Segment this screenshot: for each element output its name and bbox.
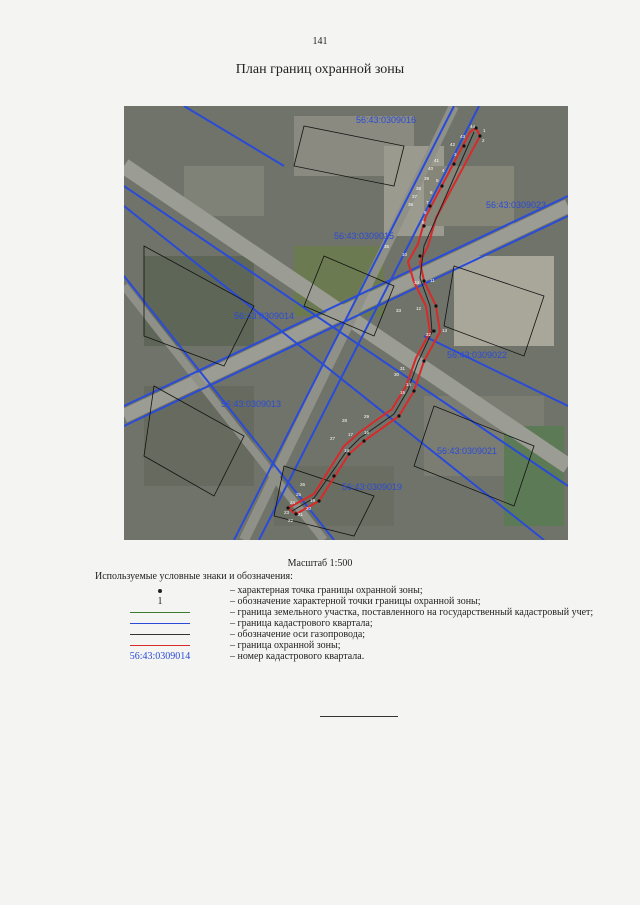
point-label: 17 (348, 432, 354, 437)
legend-item-land-plot (90, 607, 600, 618)
point-label: 34 (414, 280, 420, 285)
footer-divider (320, 716, 398, 717)
blue-line-symbol (90, 618, 230, 629)
legend-description: – номер кадастрового квартала. (230, 651, 365, 662)
point-label: 42 (450, 142, 456, 147)
point-label: 26 (300, 482, 306, 487)
point-label: 31 (400, 366, 406, 371)
kvartal-label: 56:43:0309022 (447, 350, 508, 360)
point-label: 20 (306, 506, 312, 511)
point-label: 36 (408, 202, 414, 207)
page-title: План границ охранной зоны (235, 62, 405, 77)
kvartal-number-sample: 56:43:0309014 (129, 651, 191, 662)
point-label: 18 (344, 448, 350, 453)
point-label: 25 (296, 492, 302, 497)
kvartal-label: 56:43:0309015 (334, 231, 395, 241)
legend-item-kvartal-border (90, 618, 600, 629)
point-label: 10 (402, 252, 408, 257)
legend-description: – граница земельного участка, поставленного на государственный кадастровый учет; (230, 607, 594, 618)
legend (90, 585, 600, 662)
legend-item-kvartal-number (90, 651, 600, 662)
point-dot-symbol (90, 585, 230, 596)
point-label: 43 (460, 134, 466, 139)
point-label: 7 (426, 200, 429, 205)
legend-description: – граница кадастрового квартала; (230, 618, 373, 629)
kvartal-number-symbol (90, 651, 230, 662)
legend-description: – граница охранной зоны; (230, 640, 341, 651)
point-label: 38 (416, 186, 422, 191)
kvartal-label: 56:43:0309014 (234, 311, 295, 321)
point-number-sample: 1 (157, 596, 163, 607)
point-label: 12 (416, 306, 422, 311)
map-scale: Масштаб 1:500 (287, 558, 353, 569)
point-label: 16 (364, 430, 370, 435)
legend-item-point (90, 585, 600, 596)
point-label: 40 (428, 166, 434, 171)
point-label: 22 (288, 518, 294, 523)
point-label: 11 (430, 278, 435, 283)
point-label: 41 (434, 158, 440, 163)
kvartal-label: 56:43:0309023 (486, 200, 547, 210)
point-label: 23 (284, 510, 290, 515)
point-label: 44 (470, 124, 476, 129)
kvartal-label: 56:43:0309019 (342, 482, 403, 492)
point-label: 4 (442, 168, 445, 173)
red-line-symbol (90, 640, 230, 651)
legend-description: – обозначение характерной точки границы охранной зоны; (230, 596, 481, 607)
dark-line-symbol (90, 629, 230, 640)
point-label: 15 (400, 390, 406, 395)
point-label: 19 (310, 498, 316, 503)
point-label: 33 (396, 308, 402, 313)
point-label: 1 (483, 128, 486, 133)
kvartal-label: 56:43:0309013 (221, 399, 282, 409)
legend-item-gas-axis (90, 629, 600, 640)
point-label: 13 (442, 328, 448, 333)
point-label: 6 (430, 190, 433, 195)
map-canvas (124, 106, 568, 540)
legend-intro: Используемые условные знаки и обозначения: (95, 571, 293, 582)
legend-description: – характерная точка границы охранной зоны; (230, 585, 423, 596)
legend-description: – обозначение оси газопровода; (230, 629, 366, 640)
point-number-symbol (90, 596, 230, 607)
point-label: 29 (364, 414, 370, 419)
point-label: 32 (426, 332, 432, 337)
point-label: 28 (342, 418, 348, 423)
kvartal-label: 56:43:0309016 (356, 115, 417, 125)
point-label: 9 (422, 220, 425, 225)
satellite-map (124, 106, 568, 540)
point-label: 35 (384, 244, 390, 249)
page-number: 141 (312, 36, 328, 47)
point-label: 21 (298, 512, 304, 517)
point-label: 27 (330, 436, 336, 441)
green-line-symbol (90, 607, 230, 618)
point-label: 2 (482, 138, 485, 143)
point-label: 24 (290, 500, 296, 505)
point-label: 5 (436, 178, 439, 183)
point-label: 3 (454, 152, 457, 157)
point-label: 37 (412, 194, 418, 199)
point-label: 8 (424, 210, 427, 215)
point-label: 39 (424, 176, 430, 181)
point-label: 14 (406, 382, 412, 387)
kvartal-label: 56:43:0309021 (437, 446, 498, 456)
legend-item-zone-border (90, 640, 600, 651)
point-label: 30 (394, 372, 400, 377)
legend-item-point-number (90, 596, 600, 607)
